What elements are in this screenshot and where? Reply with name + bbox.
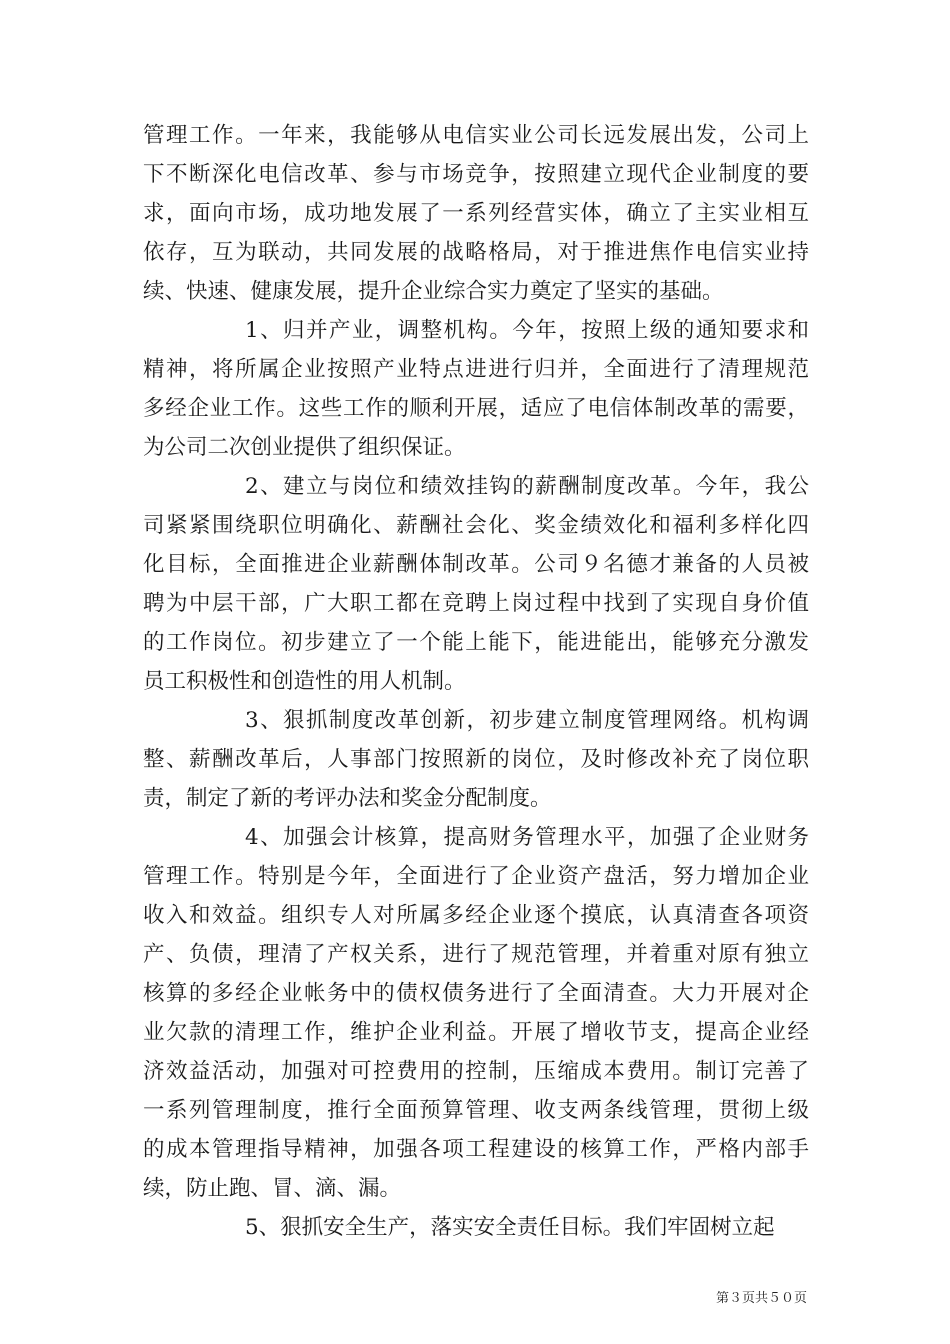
text-line: 整、薪酬改革后，人事部门按照新的岗位，及时修改补充了岗位职 bbox=[143, 747, 809, 772]
paragraph-item-5 bbox=[143, 1208, 809, 1247]
text-line: 下不断深化电信改革、参与市场竞争，按照建立现代企业制度的要 bbox=[143, 162, 809, 187]
text-line: 员工积极性和创造性的用人机制。 bbox=[143, 669, 466, 694]
text-line: 责，制定了新的考评办法和奖金分配制度。 bbox=[143, 786, 552, 811]
paragraph-item-4 bbox=[143, 818, 809, 1208]
text-line: 司紧紧围绕职位明确化、薪酬社会化、奖金绩效化和福利多样化四 bbox=[143, 513, 809, 538]
text-line: 聘为中层干部，广大职工都在竞聘上岗过程中找到了实现自身价值 bbox=[143, 591, 809, 616]
page-number: 第３页共５０页 bbox=[715, 1291, 807, 1306]
text-line: 续、快速、健康发展，提升企业综合实力奠定了坚实的基础。 bbox=[143, 279, 724, 304]
paragraph-item-1 bbox=[143, 311, 809, 467]
text-line: 1、归并产业，调整机构。今年，按照上级的通知要求和 bbox=[245, 318, 809, 343]
text-line: 为公司二次创业提供了组织保证。 bbox=[143, 435, 466, 460]
text-line: 化目标，全面推进企业薪酬体制改革。公司９名德才兼备的人员被 bbox=[143, 552, 809, 577]
text-line: 济效益活动，加强对可控费用的控制，压缩成本费用。制订完善了 bbox=[143, 1059, 809, 1084]
text-line: 的工作岗位。初步建立了一个能上能下，能进能出，能够充分激发 bbox=[143, 630, 809, 655]
text-line: 一系列管理制度，推行全面预算管理、收支两条线管理，贯彻上级 bbox=[143, 1098, 809, 1123]
text-line: 核算的多经企业帐务中的债权债务进行了全面清查。大力开展对企 bbox=[143, 981, 809, 1006]
text-line: 管理工作。特别是今年，全面进行了企业资产盘活，努力增加企业 bbox=[143, 864, 809, 889]
text-line: 5、狠抓安全生产，落实安全责任目标。我们牢固树立起 bbox=[245, 1215, 775, 1240]
text-line: 产、负债，理清了产权关系，进行了规范管理，并着重对原有独立 bbox=[143, 942, 809, 967]
text-line: 精神，将所属企业按照产业特点进进行归并，全面进行了清理规范 bbox=[143, 357, 809, 382]
text-line: 4、加强会计核算，提高财务管理水平，加强了企业财务 bbox=[245, 825, 809, 850]
paragraph-item-3 bbox=[143, 701, 809, 818]
paragraph-intro bbox=[143, 116, 809, 311]
text-line: 3、狠抓制度改革创新，初步建立制度管理网络。机构调 bbox=[245, 708, 809, 733]
text-line: 求，面向市场，成功地发展了一系列经营实体，确立了主实业相互 bbox=[143, 201, 809, 226]
text-line: 管理工作。一年来，我能够从电信实业公司长远发展出发，公司上 bbox=[143, 123, 809, 148]
text-line: 业欠款的清理工作，维护企业利益。开展了增收节支，提高企业经 bbox=[143, 1020, 809, 1045]
text-line: 多经企业工作。这些工作的顺利开展，适应了电信体制改革的需要， bbox=[143, 396, 809, 421]
text-line: 续，防止跑、冒、滴、漏。 bbox=[143, 1176, 402, 1201]
text-line: 2、建立与岗位和绩效挂钩的薪酬制度改革。今年，我公 bbox=[245, 474, 809, 499]
paragraph-item-2 bbox=[143, 467, 809, 701]
document-body bbox=[143, 116, 809, 1247]
text-line: 的成本管理指导精神，加强各项工程建设的核算工作，严格内部手 bbox=[143, 1137, 809, 1162]
text-line: 收入和效益。组织专人对所属多经企业逐个摸底，认真清查各项资 bbox=[143, 903, 809, 928]
text-line: 依存，互为联动，共同发展的战略格局，对于推进焦作电信实业持 bbox=[143, 240, 809, 265]
